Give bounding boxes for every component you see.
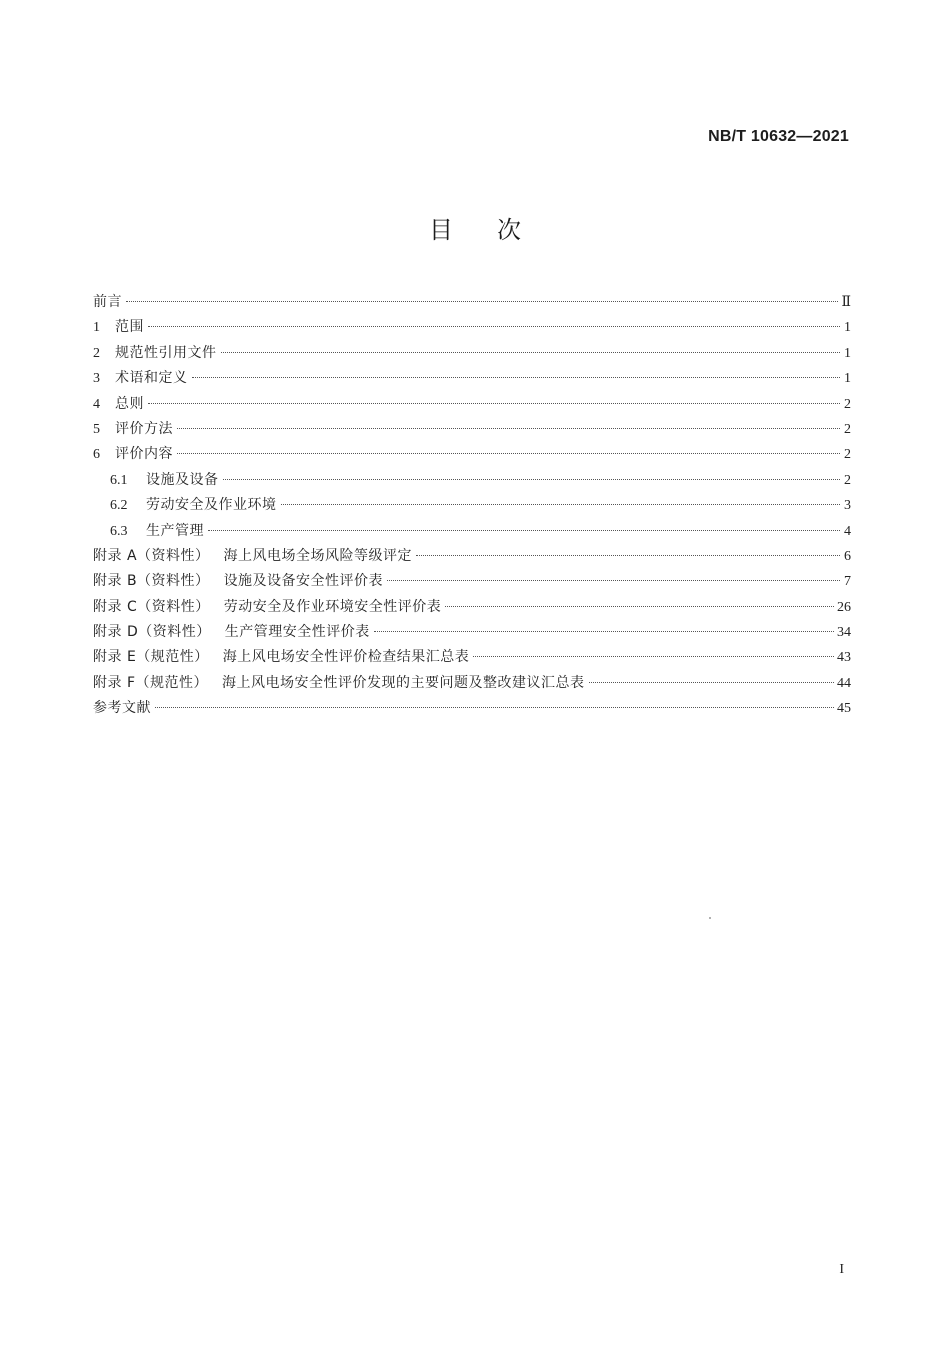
toc-entry-foreword[interactable] — [93, 290, 851, 315]
toc-entry-label: 参考文献 — [93, 700, 151, 717]
toc-entry-number: 1 — [93, 320, 100, 336]
toc-leader-dots — [126, 301, 838, 302]
page-title: 目次 — [429, 216, 565, 244]
toc-entry-label: 前言 — [93, 294, 122, 310]
toc-entry-page: 3 — [844, 498, 851, 514]
toc-entry-page: 44 — [837, 675, 851, 691]
toc-leader-dots — [148, 326, 840, 327]
toc-annex-designation: 附录 C（资料性） — [93, 598, 210, 615]
toc-entry-annex-a[interactable] — [93, 544, 851, 569]
toc-entry-2[interactable] — [93, 341, 851, 366]
toc-entry-number: 3 — [93, 371, 100, 387]
toc-entry-label: 术语和定义 — [115, 370, 188, 387]
table-of-contents — [93, 290, 851, 722]
toc-entry-page: 43 — [837, 650, 851, 666]
toc-leader-dots — [192, 377, 841, 378]
toc-leader-dots — [374, 631, 834, 632]
toc-annex-designation: 附录 D（资料性） — [93, 624, 211, 641]
standard-number: NB/T 10632—2021 — [708, 128, 849, 145]
toc-entry-page: 2 — [844, 421, 851, 437]
toc-entry-page: 4 — [844, 523, 851, 539]
toc-entry-page: 1 — [844, 371, 851, 387]
toc-entry-label: 设施及设备安全性评价表 — [223, 573, 384, 590]
toc-entry-number: 2 — [93, 345, 100, 361]
toc-entry-4[interactable] — [93, 392, 851, 417]
toc-entry-label: 评价方法 — [115, 420, 173, 437]
toc-leader-dots — [155, 707, 834, 708]
toc-entry-page: 2 — [844, 447, 851, 463]
toc-leader-dots — [473, 656, 834, 657]
toc-entry-label: 规范性引用文件 — [115, 344, 217, 361]
toc-entry-bibliography[interactable] — [93, 696, 851, 721]
toc-leader-dots — [223, 479, 841, 480]
toc-entry-label: 海上风电场安全性评价发现的主要问题及整改建议汇总表 — [222, 674, 585, 691]
toc-entry-number: 6.2 — [110, 498, 128, 514]
toc-entry-label: 生产管理安全性评价表 — [224, 624, 370, 641]
toc-entry-number: 6 — [93, 447, 100, 463]
toc-entry-3[interactable] — [93, 366, 851, 391]
toc-entry-number: 5 — [93, 421, 100, 437]
toc-annex-designation: 附录 A（资料性） — [93, 547, 210, 564]
toc-entry-1[interactable] — [93, 315, 851, 340]
toc-entry-page: 2 — [844, 472, 851, 488]
toc-entry-page: Ⅱ — [841, 295, 851, 310]
toc-leader-dots — [177, 428, 840, 429]
toc-annex-designation: 附录 F（规范性） — [93, 674, 209, 691]
toc-annex-designation: 附录 E（规范性） — [93, 649, 209, 666]
toc-entry-label: 劳动安全及作业环境安全性评价表 — [223, 598, 442, 615]
toc-entry-page: 26 — [837, 599, 851, 615]
toc-entry-page: 1 — [844, 320, 851, 336]
toc-entry-label: 劳动安全及作业环境 — [146, 497, 277, 514]
toc-entry-page: 45 — [837, 701, 851, 717]
toc-entry-5[interactable] — [93, 417, 851, 442]
toc-entry-page: 6 — [844, 548, 851, 564]
toc-entry-annex-e[interactable] — [93, 645, 851, 670]
toc-entry-label: 范围 — [115, 319, 144, 336]
page-number: I — [839, 1262, 844, 1277]
toc-entry-6-2[interactable] — [93, 493, 851, 518]
toc-entry-number: 4 — [93, 396, 100, 412]
toc-leader-dots — [445, 606, 834, 607]
toc-entry-label: 设施及设备 — [146, 471, 219, 488]
toc-entry-page: 7 — [844, 574, 851, 590]
scan-speck — [709, 917, 711, 919]
toc-entry-page: 34 — [837, 625, 851, 641]
toc-entry-annex-c[interactable] — [93, 595, 851, 620]
toc-annex-designation: 附录 B（资料性） — [93, 573, 210, 590]
toc-entry-label: 海上风电场安全性评价检查结果汇总表 — [222, 649, 470, 666]
toc-entry-annex-b[interactable] — [93, 569, 851, 594]
toc-entry-page: 2 — [844, 396, 851, 412]
toc-entry-label: 海上风电场全场风险等级评定 — [223, 547, 413, 564]
toc-leader-dots — [589, 682, 834, 683]
toc-leader-dots — [416, 555, 840, 556]
toc-entry-number: 6.3 — [110, 523, 128, 539]
toc-entry-label: 生产管理 — [146, 522, 204, 539]
toc-entry-label: 总则 — [115, 395, 144, 412]
toc-leader-dots — [387, 580, 840, 581]
toc-entry-number: 6.1 — [110, 472, 128, 488]
toc-entry-6-3[interactable] — [93, 519, 851, 544]
toc-entry-page: 1 — [844, 345, 851, 361]
toc-leader-dots — [281, 504, 841, 505]
toc-leader-dots — [148, 403, 840, 404]
toc-leader-dots — [208, 530, 840, 531]
toc-leader-dots — [221, 352, 841, 353]
toc-entry-annex-f[interactable] — [93, 671, 851, 696]
toc-entry-6-1[interactable] — [93, 468, 851, 493]
toc-entry-annex-d[interactable] — [93, 620, 851, 645]
toc-leader-dots — [177, 453, 840, 454]
toc-entry-6[interactable] — [93, 442, 851, 467]
toc-entry-label: 评价内容 — [115, 446, 173, 463]
